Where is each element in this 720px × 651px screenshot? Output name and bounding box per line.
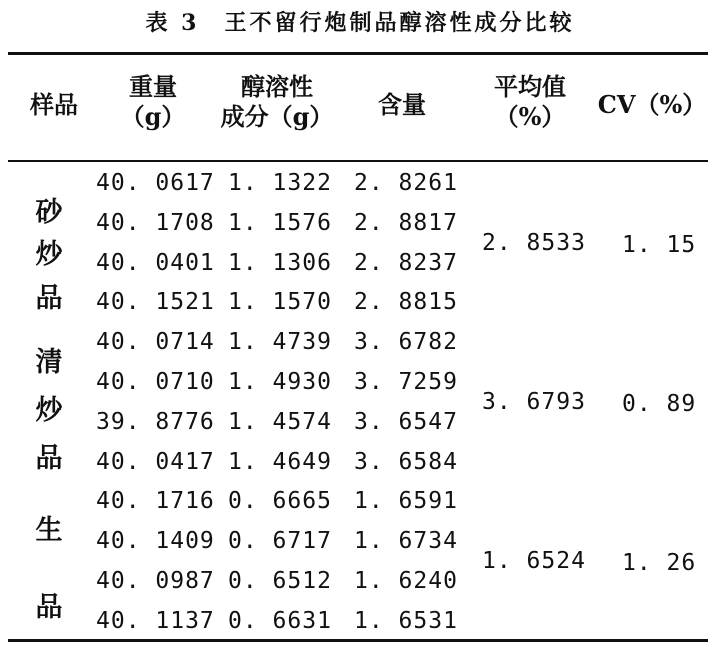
content-cell: 1. 6591 xyxy=(354,488,458,515)
bottom-rule xyxy=(8,639,708,642)
header-weight-line1: 重量 xyxy=(129,72,177,101)
content-cell: 3. 7259 xyxy=(354,369,458,395)
group-label-char: 品 xyxy=(35,283,63,314)
header-weight-line2: （g） xyxy=(120,102,186,131)
weight-cell: 40. 1137 xyxy=(96,607,215,634)
extract-cell: 0. 6512 xyxy=(228,568,332,594)
header-content: 含量 xyxy=(378,90,426,119)
group-label-char: 炒 xyxy=(35,239,63,270)
content-cell: 1. 6240 xyxy=(354,568,458,594)
group-label-char: 炒 xyxy=(35,395,63,426)
header-extract-line2: 成分（g） xyxy=(220,102,334,131)
average-cell: 1. 6524 xyxy=(482,548,586,575)
extract-cell: 1. 1570 xyxy=(228,289,332,316)
group-label-char: 生 xyxy=(35,515,63,546)
weight-cell: 40. 0417 xyxy=(96,448,215,475)
weight-cell: 40. 1708 xyxy=(96,209,215,236)
header-average-line2: （%） xyxy=(494,102,566,131)
weight-cell: 40. 0617 xyxy=(96,170,215,196)
weight-cell: 40. 1521 xyxy=(96,289,215,316)
content-cell: 3. 6584 xyxy=(354,448,458,475)
weight-cell: 40. 1716 xyxy=(96,488,215,515)
extract-cell: 1. 1322 xyxy=(228,170,332,196)
content-cell: 2. 8817 xyxy=(354,209,458,236)
content-cell: 2. 8261 xyxy=(354,170,458,196)
content-cell: 2. 8815 xyxy=(354,289,458,316)
cv-cell: 1. 26 xyxy=(622,550,697,577)
extract-cell: 0. 6665 xyxy=(228,488,332,515)
content-cell: 3. 6547 xyxy=(354,408,458,435)
content-cell: 2. 8237 xyxy=(354,249,458,276)
extract-cell: 0. 6717 xyxy=(228,528,332,555)
content-cell: 1. 6531 xyxy=(354,607,458,634)
header-average xyxy=(470,72,590,132)
weight-cell: 40. 1409 xyxy=(96,528,215,555)
weight-cell: 39. 8776 xyxy=(96,408,215,435)
weight-cell: 40. 0714 xyxy=(96,329,215,356)
extract-cell: 1. 4574 xyxy=(228,408,332,435)
extract-cell: 1. 1576 xyxy=(228,209,332,236)
header-extract-line1: 醇溶性 xyxy=(241,72,313,101)
group-label-char: 品 xyxy=(35,443,63,474)
extract-cell: 1. 4739 xyxy=(228,329,332,356)
top-rule xyxy=(8,52,708,55)
header-cv: CV（%） xyxy=(597,90,707,119)
header-rule xyxy=(8,160,708,162)
cv-cell: 1. 15 xyxy=(622,231,697,258)
header-average-line1: 平均值 xyxy=(494,72,566,101)
weight-cell: 40. 0401 xyxy=(96,249,215,276)
content-cell: 1. 6734 xyxy=(354,528,458,555)
extract-cell: 1. 4649 xyxy=(228,448,332,475)
group-label-char: 砂 xyxy=(35,197,63,228)
header-weight xyxy=(98,72,208,132)
average-cell: 3. 6793 xyxy=(482,388,586,415)
table-title: 表 3 王不留行炮制品醇溶性成分比较 xyxy=(145,10,575,36)
group-label-char: 品 xyxy=(35,592,63,623)
weight-cell: 40. 0710 xyxy=(96,369,215,395)
group-label-char: 清 xyxy=(35,347,63,378)
extract-cell: 1. 4930 xyxy=(228,369,332,395)
weight-cell: 40. 0987 xyxy=(96,568,215,594)
extract-cell: 0. 6631 xyxy=(228,607,332,634)
average-cell: 2. 8533 xyxy=(482,229,586,256)
header-sample: 样品 xyxy=(30,90,78,119)
cv-cell: 0. 89 xyxy=(622,390,697,417)
content-cell: 3. 6782 xyxy=(354,329,458,356)
header-extract xyxy=(212,72,342,132)
extract-cell: 1. 1306 xyxy=(228,249,332,276)
